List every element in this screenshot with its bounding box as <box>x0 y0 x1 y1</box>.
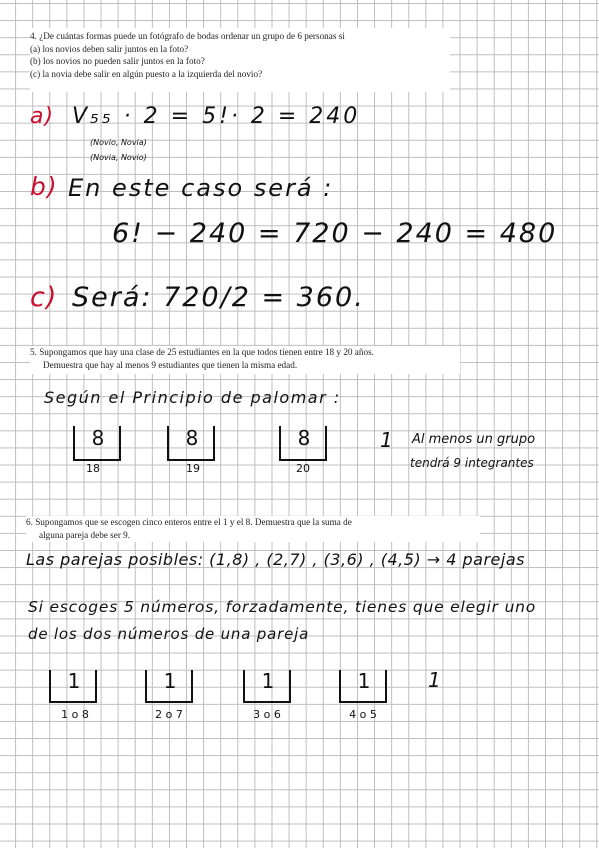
answer-5-extra: 1 <box>380 428 394 452</box>
pair-label-4-5: 4 o 5 <box>349 708 377 721</box>
problem-6-line-2: alguna pareja debe ser 9. <box>39 529 131 540</box>
answer-6-reason-1: Si escoges 5 números, forzadamente, tienes que elegir uno <box>28 598 537 616</box>
problem-4-statement <box>30 28 450 92</box>
answer-4b-label: b) <box>30 172 58 201</box>
answer-4a-note-1: (Novio, Novia) <box>90 138 147 147</box>
pigeonhole-label-18: 18 <box>86 462 100 475</box>
pigeonhole-label-20: 20 <box>296 462 310 475</box>
pair-label-2-7: 2 o 7 <box>155 708 183 721</box>
pigeonhole-count-18: 8 <box>91 426 105 450</box>
problem-6-line-1: 6. Supongamos que se escogen cinco enteros entre el 1 y el 8. Demuestra que la suma de <box>26 517 352 527</box>
problem-4-part-a: (a) los novios deben salir juntos en la foto? <box>30 43 189 54</box>
pair-count-3-6: 1 <box>261 669 275 693</box>
pair-count-4-5: 1 <box>357 669 371 693</box>
answer-6-reason-2: de los dos números de una pareja <box>28 625 310 643</box>
problem-6-statement <box>26 516 480 542</box>
pigeonhole-count-19: 8 <box>185 426 199 450</box>
answer-6-extra: 1 <box>428 668 442 692</box>
pigeonhole-count-20: 8 <box>297 426 311 450</box>
answer-4b-intro: En este caso será : <box>68 174 334 202</box>
problem-5-line-2: Demuestra que hay al menos 9 estudiantes que tienen la misma edad. <box>43 359 298 370</box>
answer-4a-expression: V₅₅ · 2 = 5!· 2 = 240 <box>72 104 361 129</box>
answer-5-conclusion-1: Al menos un grupo <box>412 432 536 447</box>
problem-4-part-c: (c) la novia debe salir en algún puesto a la izquierda del novio? <box>30 68 263 79</box>
pair-label-3-6: 3 o 6 <box>253 708 281 721</box>
pair-count-2-7: 1 <box>163 669 177 693</box>
problem-4-text: 4. ¿De cuántas formas puede un fotógrafo de bodas ordenar un grupo de 6 personas si <box>30 31 345 41</box>
answer-6-pairs: Las parejas posibles: (1,8) , (2,7) , (3,6) , (4,5) → 4 parejas <box>26 550 525 569</box>
answer-5-conclusion-2: tendrá 9 integrantes <box>410 456 534 470</box>
answer-4a-label: a) <box>30 104 55 129</box>
answer-5-intro: Según el Principio de palomar : <box>44 388 341 407</box>
pair-label-1-8: 1 o 8 <box>61 708 89 721</box>
pair-count-1-8: 1 <box>67 669 81 693</box>
answer-4c-expression: Será: 720/2 = 360. <box>72 282 365 313</box>
answer-4c-label: c) <box>30 282 58 313</box>
problem-4-part-b: (b) los novios no pueden salir juntos en la foto? <box>30 56 205 66</box>
answer-4a-note-2: (Novia, Novio) <box>90 153 147 162</box>
answer-4b-expression: 6! − 240 = 720 − 240 = 480 <box>112 218 558 249</box>
problem-5-statement <box>30 346 460 374</box>
pigeonhole-label-19: 19 <box>186 462 200 475</box>
problem-5-line-1: 5. Supongamos que hay una clase de 25 estudiantes en la que todos tienen entre 18 y 20 años. <box>30 347 374 357</box>
